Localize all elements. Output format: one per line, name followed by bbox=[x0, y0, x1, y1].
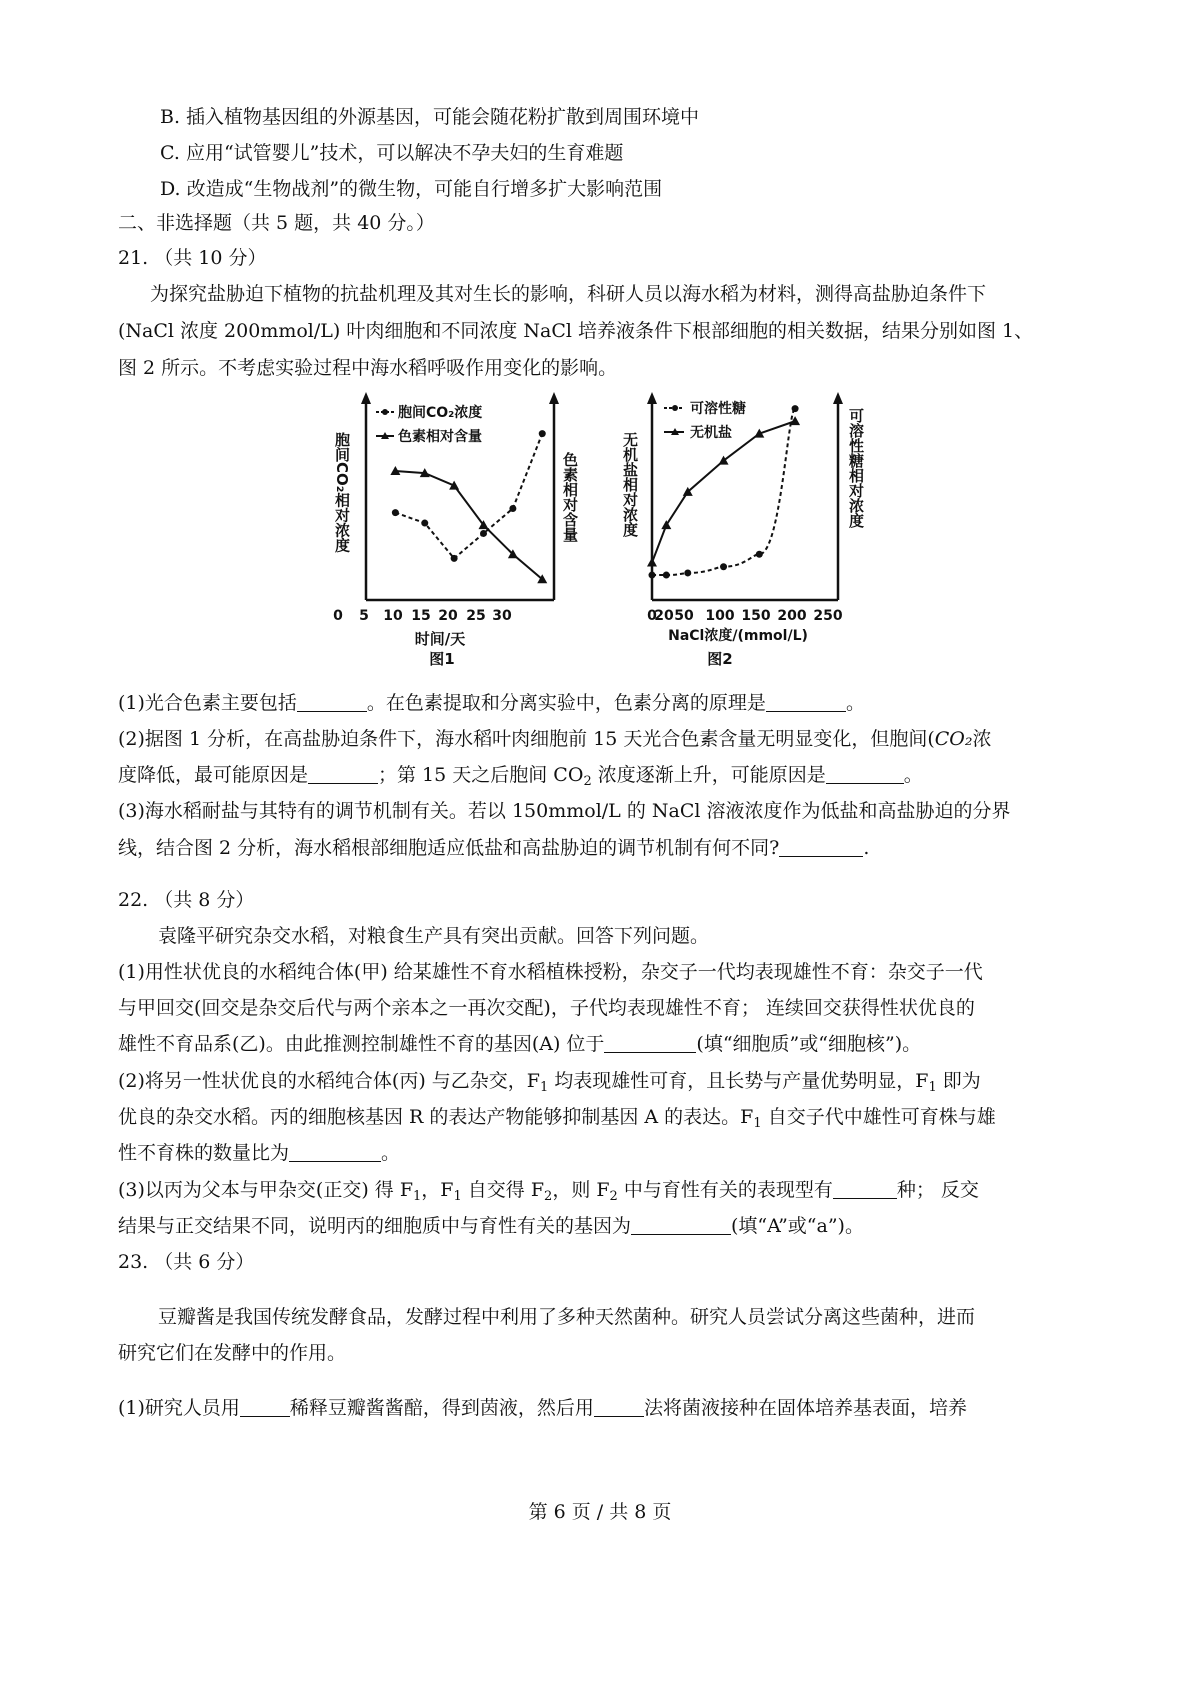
series-line-1 bbox=[395, 434, 542, 559]
x-tick-label: 50 bbox=[674, 608, 694, 624]
q21-header: 21. （共 10 分） bbox=[118, 247, 267, 269]
data-point bbox=[663, 572, 670, 579]
q22-part3-line1: (3)以丙为父本与甲杂交(正交) 得 $F_1$，$F_1$ 自交得 $F_2$，则 $F_2$ 中与育性有关的表现型有 种； 反交 bbox=[118, 1179, 979, 1204]
x-tick-label: 200 bbox=[777, 608, 807, 624]
q22-part1-line1: (1)用性状优良的水稻纯合体(甲) 给某雄性不育水稻植株授粉，杂交子一代均表现雄性不育：杂交子一代 bbox=[118, 961, 983, 983]
answer-blank[interactable] bbox=[766, 691, 846, 712]
figure-1 bbox=[330, 392, 579, 682]
q22-part2-line2: 优良的杂交水稻。丙的细胞核基因 R 的表达产物能够抑制基因 A 的表达。$F_1$ 自交子代中雄性可育株与雄 bbox=[118, 1106, 996, 1131]
q23-part1: (1)研究人员用 稀释豆瓣酱酱醅，得到茵液，然后用 法将菌液接种在固体培养基表面，培养 bbox=[118, 1397, 967, 1419]
answer-blank[interactable] bbox=[631, 1214, 731, 1235]
x-tick-label: 20 bbox=[654, 608, 674, 624]
q22-part1-line2: 与甲回交(回交是杂交后代与两个亲本之一再次交配)，子代均表现雄性不育； 连续回交获得性状优良的 bbox=[118, 997, 975, 1019]
fig1-ylabel-right: 色素相对含量 bbox=[561, 452, 579, 542]
data-point bbox=[647, 558, 657, 567]
figure-2 bbox=[620, 392, 870, 682]
x-tick-label: 250 bbox=[813, 608, 843, 624]
fig2-xticks bbox=[647, 608, 843, 624]
answer-blank[interactable] bbox=[604, 1032, 696, 1053]
fig1-legend-2: 色素相对含量 bbox=[398, 429, 482, 445]
x-tick-label: 0 bbox=[333, 608, 343, 624]
fig1-xlabel: 时间/天 bbox=[414, 630, 466, 648]
x-tick-label: 25 bbox=[466, 608, 486, 624]
section-heading: 二、非选择题（共 5 题，共 40 分。） bbox=[118, 212, 435, 234]
option-c: C. 应用“试管婴儿”技术，可以解决不孕夫妇的生育难题 bbox=[160, 142, 624, 164]
x-tick-label: 15 bbox=[411, 608, 431, 624]
option-d: D. 改造成“生物战剂”的微生物，可能自行增多扩大影响范围 bbox=[160, 178, 663, 200]
fig2-legend bbox=[664, 400, 746, 441]
q23-intro-2: 研究它们在发酵中的作用。 bbox=[118, 1342, 347, 1364]
q22-part2-line3: 性不育株的数量比为 。 bbox=[118, 1142, 401, 1164]
q21-part1: (1)光合色素主要包括 。在色素提取和分离实验中，色素分离的原理是 。 bbox=[118, 692, 865, 714]
fig1-ylabel-left: 胞间CO₂相对浓度 bbox=[333, 432, 351, 553]
data-point bbox=[392, 509, 399, 516]
fig2-caption: 图2 bbox=[707, 650, 733, 668]
q21-part2-line1: (2)据图 1 分析，在高盐胁迫条件下，海水稻叶肉细胞前 15 天光合色素含量无明显变化，但胞间(CO₂浓 bbox=[118, 728, 992, 750]
fig1-caption: 图1 bbox=[429, 650, 455, 668]
option-b: B. 插入植物基因组的外源基因，可能会随花粉扩散到周围环境中 bbox=[160, 106, 700, 128]
fig2-legend-1: 可溶性糖 bbox=[690, 401, 746, 417]
x-tick-label: 10 bbox=[383, 608, 403, 624]
answer-blank[interactable] bbox=[240, 1396, 290, 1417]
fig2-right-arrow bbox=[833, 392, 843, 404]
q21-part2-line2: 度降低，最可能原因是 ；第 15 天之后胞间 $CO_2$ 浓度逐渐上升，可能原因是 。 bbox=[118, 764, 923, 789]
fig2-ylabel-right: 可溶性糖相对浓度 bbox=[847, 408, 865, 528]
data-point bbox=[421, 520, 428, 527]
fig2-ylabel-left: 无机盐相对浓度 bbox=[621, 432, 639, 537]
data-point bbox=[720, 563, 727, 570]
answer-blank[interactable] bbox=[297, 691, 367, 712]
x-tick-label: 20 bbox=[438, 608, 458, 624]
data-point bbox=[756, 551, 763, 558]
data-point bbox=[792, 405, 799, 412]
fig1-plot-area bbox=[390, 430, 547, 583]
data-point bbox=[509, 505, 516, 512]
x-tick-label: 5 bbox=[359, 608, 369, 624]
q22-part2-line1: (2)将另一性状优良的水稻纯合体(丙) 与乙杂交，$F_1$ 均表现雄性可育，且长势与产量优势明显，$F_1$ 即为 bbox=[118, 1070, 981, 1095]
fig1-left-arrow bbox=[361, 392, 371, 404]
q22-part3-line2: 结果与正交结果不同，说明丙的细胞质中与育性有关的基因为 (填“A”或“a”)。 bbox=[118, 1215, 864, 1237]
answer-blank[interactable] bbox=[594, 1396, 644, 1417]
answer-blank[interactable] bbox=[289, 1141, 381, 1162]
q21-intro-2: (NaCl 浓度 200mmol/L) 叶肉细胞和不同浓度 NaCl 培养液条件下根部细胞的相关数据，结果分别如图 1、 bbox=[118, 320, 1034, 342]
series-line-2 bbox=[652, 421, 795, 562]
x-tick-label: 100 bbox=[705, 608, 735, 624]
data-point bbox=[649, 572, 656, 579]
q22-intro: 袁隆平研究杂交水稻，对粮食生产具有突出贡献。回答下列问题。 bbox=[158, 925, 710, 947]
answer-blank[interactable] bbox=[826, 763, 904, 784]
q22-part1-line3: 雄性不育品系(乙)。由此推测控制雄性不育的基因(A) 位于 (填“细胞质”或“细胞核”)。 bbox=[118, 1033, 922, 1055]
fig1-legend-1: 胞间CO₂浓度 bbox=[398, 405, 483, 421]
fig1-xticks bbox=[333, 608, 512, 624]
data-point bbox=[480, 530, 487, 537]
q21-intro-1: 为探究盐胁迫下植物的抗盐机理及其对生长的影响，科研人员以海水稻为材料，测得高盐胁迫条件下 bbox=[150, 283, 987, 305]
x-tick-label: 30 bbox=[492, 608, 512, 624]
q23-intro-1: 豆瓣酱是我国传统发酵食品，发酵过程中利用了多种天然菌种。研究人员尝试分离这些菌种，进而 bbox=[158, 1306, 976, 1328]
fig2-xlabel: NaCl浓度/(mmol/L) bbox=[668, 628, 808, 644]
fig1-legend bbox=[376, 404, 482, 445]
fig2-left-arrow bbox=[647, 392, 657, 404]
data-point bbox=[539, 430, 546, 437]
x-tick-label: 150 bbox=[741, 608, 771, 624]
fig2-legend-2: 无机盐 bbox=[690, 425, 732, 441]
q21-intro-3: 图 2 所示。不考虑实验过程中海水稻呼吸作用变化的影响。 bbox=[118, 357, 618, 379]
data-point bbox=[451, 555, 458, 562]
q23-header: 23. （共 6 分） bbox=[118, 1251, 255, 1273]
data-point bbox=[684, 569, 691, 576]
answer-blank[interactable] bbox=[779, 836, 863, 857]
q21-part3-line2: 线，结合图 2 分析，海水稻根部细胞适应低盐和高盐胁迫的调节机制有何不同? . bbox=[118, 837, 870, 859]
q21-part3-line1: (3)海水稻耐盐与其特有的调节机制有关。若以 150mmol/L 的 NaCl 溶液浓度作为低盐和高盐胁迫的分界 bbox=[118, 800, 1011, 822]
answer-blank[interactable] bbox=[308, 763, 378, 784]
answer-blank[interactable] bbox=[833, 1178, 897, 1199]
x-tick-label: 0 bbox=[647, 608, 657, 624]
page-footer: 第 6 页 / 共 8 页 bbox=[528, 1501, 672, 1523]
fig1-right-arrow bbox=[549, 392, 559, 404]
q22-header: 22. （共 8 分） bbox=[118, 889, 255, 911]
